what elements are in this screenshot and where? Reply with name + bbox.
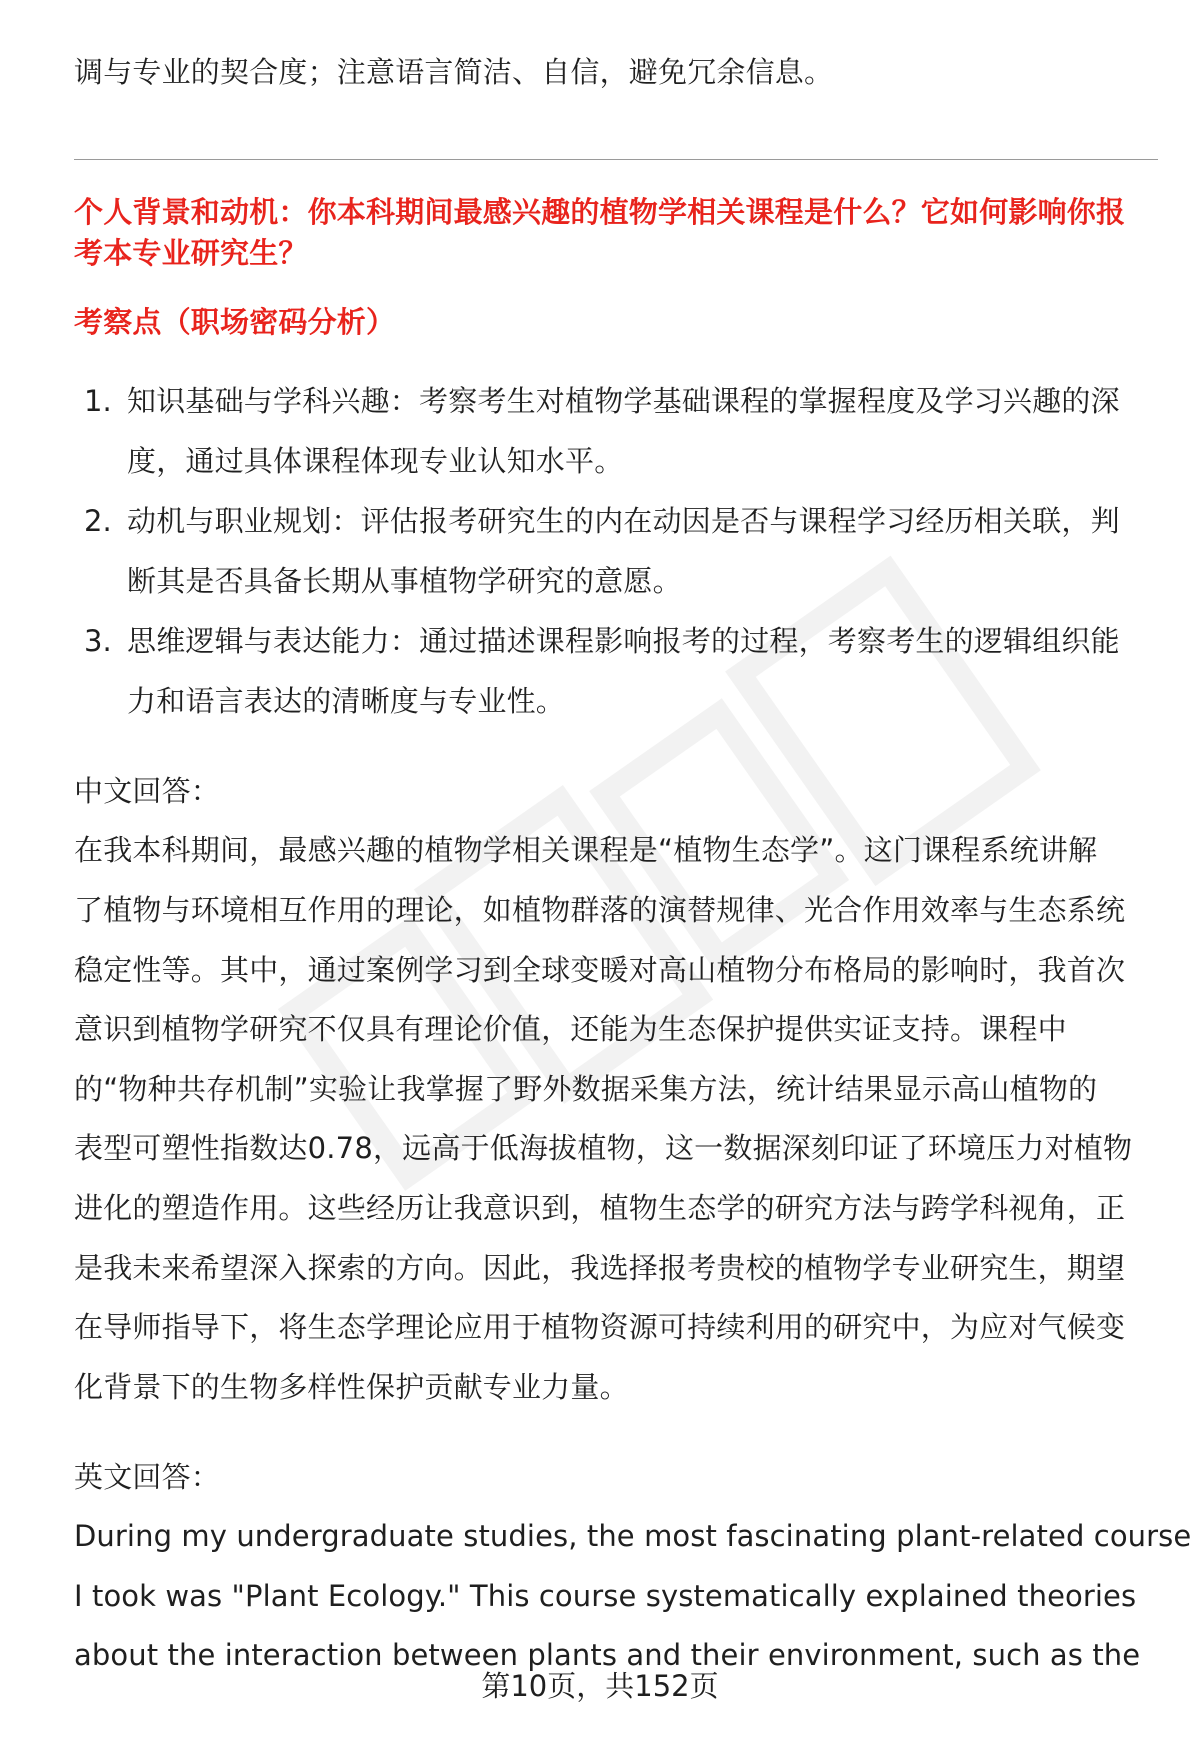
chinese-answer-line: 进化的塑造作用。这些经历让我意识到，植物生态学的研究方法与跨学科视角，正: [74, 1191, 1126, 1225]
exam-point-1-line-2: 度，通过具体课程体现专业认知水平。: [127, 444, 624, 478]
chinese-answer-line: 化背景下的生物多样性保护贡献专业力量。: [74, 1370, 629, 1404]
exam-points-heading: 考察点（职场密码分析）: [74, 305, 396, 339]
exam-point-number: 1.: [84, 384, 112, 418]
english-answer-label: 英文回答：: [74, 1460, 221, 1494]
chinese-answer-line: 了植物与环境相互作用的理论，如植物群落的演替规律、光合作用效率与生态系统: [74, 893, 1126, 927]
document-page: [74, 0, 1192, 1755]
chinese-answer-line: 是我未来希望深入探索的方向。因此，我选择报考贵校的植物学专业研究生，期望: [74, 1251, 1126, 1285]
exam-point-number: 2.: [84, 504, 112, 538]
chinese-answer-line: 的“物种共存机制”实验让我掌握了野外数据采集方法，统计结果显示高山植物的: [74, 1072, 1098, 1106]
chinese-answer-line: 在我本科期间，最感兴趣的植物学相关课程是“植物生态学”。这门课程系统讲解: [74, 833, 1098, 867]
chinese-answer-line: 在导师指导下，将生态学理论应用于植物资源可持续利用的研究中，为应对气候变: [74, 1310, 1126, 1344]
top-line: 调与专业的契合度；注意语言简洁、自信，避免冗余信息。: [74, 55, 834, 89]
chinese-answer-label: 中文回答：: [74, 774, 221, 808]
question-line-1: 个人背景和动机：你本科期间最感兴趣的植物学相关课程是什么？它如何影响你报: [74, 195, 1126, 229]
chinese-answer-line: 意识到植物学研究不仅具有理论价值，还能为生态保护提供实证支持。课程中: [74, 1012, 1067, 1046]
question-line-2: 考本专业研究生？: [74, 236, 308, 270]
exam-point-3-line-1: 思维逻辑与表达能力：通过描述课程影响报考的过程，考察考生的逻辑组织能: [127, 624, 1120, 658]
section-divider: [74, 159, 1158, 160]
english-answer-line: During my undergraduate studies, the most fascinating plant-related course: [74, 1519, 1192, 1553]
page-footer: 第10页，共152页: [481, 1669, 719, 1703]
exam-point-3-line-2: 力和语言表达的清晰度与专业性。: [127, 684, 566, 718]
exam-point-2-line-2: 断其是否具备长期从事植物学研究的意愿。: [127, 564, 682, 598]
exam-point-number: 3.: [84, 624, 112, 658]
english-answer-line: I took was "Plant Ecology." This course systematically explained theories: [74, 1579, 1137, 1613]
chinese-answer-line: 稳定性等。其中，通过案例学习到全球变暖对高山植物分布格局的影响时，我首次: [74, 953, 1126, 987]
exam-point-1-line-1: 知识基础与学科兴趣：考察考生对植物学基础课程的掌握程度及学习兴趣的深: [127, 384, 1120, 418]
english-answer-line: about the interaction between plants and their environment, such as the: [74, 1638, 1141, 1672]
chinese-answer-line: 表型可塑性指数达0.78，远高于低海拔植物，这一数据深刻印证了环境压力对植物: [74, 1131, 1133, 1165]
exam-point-2-line-1: 动机与职业规划：评估报考研究生的内在动因是否与课程学习经历相关联，判: [127, 504, 1120, 538]
